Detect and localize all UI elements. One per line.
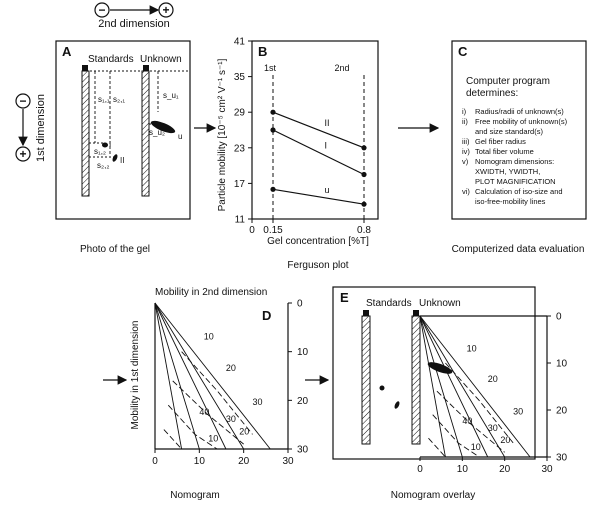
data-point-I bbox=[361, 172, 366, 177]
panel-b-caption: Ferguson plot bbox=[287, 260, 349, 271]
panel-a bbox=[56, 41, 190, 255]
y-tick-label: 35 bbox=[233, 72, 245, 84]
panel-d-ylabel: Mobility in 1st dimension bbox=[130, 320, 141, 430]
label-s11: s₁,₁ bbox=[98, 95, 110, 104]
y-tick-label: 20 bbox=[297, 395, 309, 407]
y-tick-label: 41 bbox=[233, 36, 245, 48]
standards-strip bbox=[362, 316, 370, 444]
iso-line bbox=[155, 303, 226, 449]
x-tick-label: 20 bbox=[238, 456, 250, 467]
iso-curve-label: 30 bbox=[225, 414, 236, 425]
panel-c bbox=[452, 41, 586, 255]
panel-c-title: determines: bbox=[466, 88, 519, 99]
iso-line bbox=[420, 316, 488, 457]
x-tick-label: 0.15 bbox=[263, 225, 283, 236]
nomogram-overlay bbox=[417, 312, 567, 476]
series-label: II bbox=[324, 118, 330, 128]
sample-well bbox=[82, 65, 88, 71]
unknown-strip bbox=[142, 71, 149, 196]
series-label: u bbox=[324, 184, 330, 195]
panel-c-caption: Computerized data evaluation bbox=[451, 244, 585, 255]
y-tick-label: 17 bbox=[233, 178, 245, 190]
y-tick-label: 30 bbox=[556, 452, 568, 464]
y-tick-label: 10 bbox=[556, 358, 568, 370]
step-text: PLOT MAGNIFICATION bbox=[475, 177, 556, 186]
step-number: vi) bbox=[462, 187, 470, 196]
minus-sign: − bbox=[98, 3, 106, 17]
standards-strip bbox=[82, 71, 89, 196]
panel-b-yticks bbox=[234, 37, 252, 226]
step-number: iii) bbox=[462, 137, 470, 146]
step-text: Calculation of iso-size and bbox=[475, 187, 563, 196]
step-number: ii) bbox=[462, 117, 468, 126]
x-tick-label: 10 bbox=[456, 464, 468, 475]
x-tick-label: 30 bbox=[282, 456, 294, 467]
series-label: I bbox=[324, 140, 328, 151]
minus-sign: − bbox=[19, 94, 27, 108]
unknown-strip bbox=[412, 316, 420, 444]
step-text: Gel fiber radius bbox=[475, 137, 526, 146]
program-steps-list bbox=[462, 107, 568, 206]
step-text: Nomogram dimensions: bbox=[475, 157, 555, 166]
panel-b-letter: B bbox=[258, 44, 268, 59]
data-point-II bbox=[361, 145, 366, 150]
panel-b bbox=[217, 37, 378, 272]
label-s22: s₂,₂ bbox=[97, 161, 110, 170]
plus-sign: + bbox=[162, 3, 170, 17]
iso-curve-label: 10 bbox=[203, 331, 214, 342]
step-text: iso-free-mobility lines bbox=[475, 197, 546, 206]
nomogram bbox=[152, 299, 308, 468]
iso-curve-label: 10 bbox=[466, 343, 477, 354]
panel-c-title: Computer program bbox=[466, 76, 550, 87]
label-su2: s_u₂ bbox=[149, 128, 166, 137]
y-tick-label: 0 bbox=[556, 311, 562, 323]
panel-e-caption: Nomogram overlay bbox=[390, 490, 476, 501]
band-II bbox=[393, 401, 400, 410]
data-point-II bbox=[270, 110, 275, 115]
sample-well bbox=[413, 310, 419, 316]
x-tick-label: 10 bbox=[193, 456, 205, 467]
iso-curve-label: 40 bbox=[462, 416, 473, 427]
col-1st-label: 1st bbox=[263, 63, 277, 73]
iso-curve-label: 20 bbox=[225, 363, 236, 374]
band-label-I: I bbox=[109, 140, 112, 149]
panel-d-letter: D bbox=[262, 308, 272, 323]
label-s21: s₂,₁ bbox=[113, 95, 126, 104]
label-su1: s_u₁ bbox=[163, 91, 179, 100]
iso-curve-label: 20 bbox=[239, 426, 250, 437]
unknown-label: Unknown bbox=[419, 298, 461, 309]
first-dimension-label: 1st dimension bbox=[35, 94, 47, 162]
x-tick-label: 0 bbox=[249, 225, 255, 236]
y-tick-label: 11 bbox=[234, 214, 245, 226]
sample-well bbox=[363, 310, 369, 316]
iso-curve-label: 10 bbox=[470, 441, 481, 452]
band-I bbox=[380, 386, 385, 391]
step-number: i) bbox=[462, 107, 467, 116]
step-text: Radius/radii of unknown(s) bbox=[475, 107, 564, 116]
iso-line bbox=[420, 316, 530, 457]
step-number: iv) bbox=[462, 147, 470, 156]
sample-well bbox=[143, 65, 149, 71]
col-2nd-label: 2nd bbox=[334, 63, 350, 73]
band-label-II: II bbox=[120, 156, 125, 165]
y-tick-label: 20 bbox=[556, 405, 568, 417]
iso-curve-label: 20 bbox=[500, 434, 511, 445]
series-line-u bbox=[273, 189, 364, 204]
iso-curve-label: 10 bbox=[208, 433, 219, 444]
band-II bbox=[111, 154, 118, 163]
panel-d bbox=[130, 287, 309, 501]
panel-b-xticks bbox=[249, 219, 371, 236]
panel-a-letter: A bbox=[62, 44, 72, 59]
ferguson-plot bbox=[270, 75, 366, 219]
iso-curve-label: 30 bbox=[513, 406, 524, 417]
y-tick-label: 0 bbox=[297, 298, 303, 310]
iso-curve-label: 30 bbox=[252, 397, 263, 408]
series-line-I bbox=[273, 130, 364, 175]
y-tick-label: 23 bbox=[233, 143, 245, 155]
x-tick-label: 0.8 bbox=[357, 225, 371, 236]
panel-b-xlabel: Gel concentration [%T] bbox=[267, 236, 369, 247]
x-tick-label: 0 bbox=[417, 464, 423, 475]
series-line-II bbox=[273, 112, 364, 151]
y-tick-label: 30 bbox=[297, 444, 309, 456]
panel-d-top-label: Mobility in 2nd dimension bbox=[155, 287, 268, 298]
y-tick-label: 29 bbox=[233, 107, 245, 119]
step-text: and size standard(s) bbox=[475, 127, 543, 136]
step-text: XWIDTH, YWIDTH, bbox=[475, 167, 541, 176]
y-tick-label: 10 bbox=[297, 347, 309, 359]
second-dimension-indicator bbox=[95, 3, 173, 30]
step-text: Free mobility of unknown(s) bbox=[475, 117, 568, 126]
x-tick-label: 20 bbox=[499, 464, 511, 475]
data-point-u bbox=[361, 202, 366, 207]
panel-e bbox=[333, 287, 568, 501]
panel-b-ylabel: Particle mobility [10⁻⁵ cm² V⁻¹ s⁻¹] bbox=[217, 58, 228, 212]
panel-d-caption: Nomogram bbox=[170, 490, 220, 501]
panel-a-caption: Photo of the gel bbox=[79, 244, 151, 255]
iso-curve-label: 20 bbox=[487, 373, 498, 384]
iso-curve-label: 30 bbox=[487, 423, 498, 434]
unknown-label: Unknown bbox=[140, 54, 182, 65]
second-dimension-label: 2nd dimension bbox=[98, 18, 170, 30]
iso-line bbox=[155, 303, 270, 449]
step-text: Total fiber volume bbox=[475, 147, 534, 156]
first-dimension-indicator bbox=[16, 94, 47, 162]
label-s12: s₁,₂ bbox=[94, 147, 107, 156]
x-tick-label: 0 bbox=[152, 456, 158, 467]
iso-curve-label: 40 bbox=[199, 406, 210, 417]
standards-label: Standards bbox=[366, 298, 412, 309]
band-label-u: u bbox=[178, 132, 183, 141]
plus-sign: + bbox=[19, 147, 27, 161]
panel-c-letter: C bbox=[458, 44, 468, 59]
x-tick-label: 30 bbox=[541, 464, 553, 475]
standards-label: Standards bbox=[88, 54, 134, 65]
step-number: v) bbox=[462, 157, 469, 166]
data-point-u bbox=[270, 187, 275, 192]
panel-e-letter: E bbox=[340, 290, 349, 305]
data-point-I bbox=[270, 127, 275, 132]
